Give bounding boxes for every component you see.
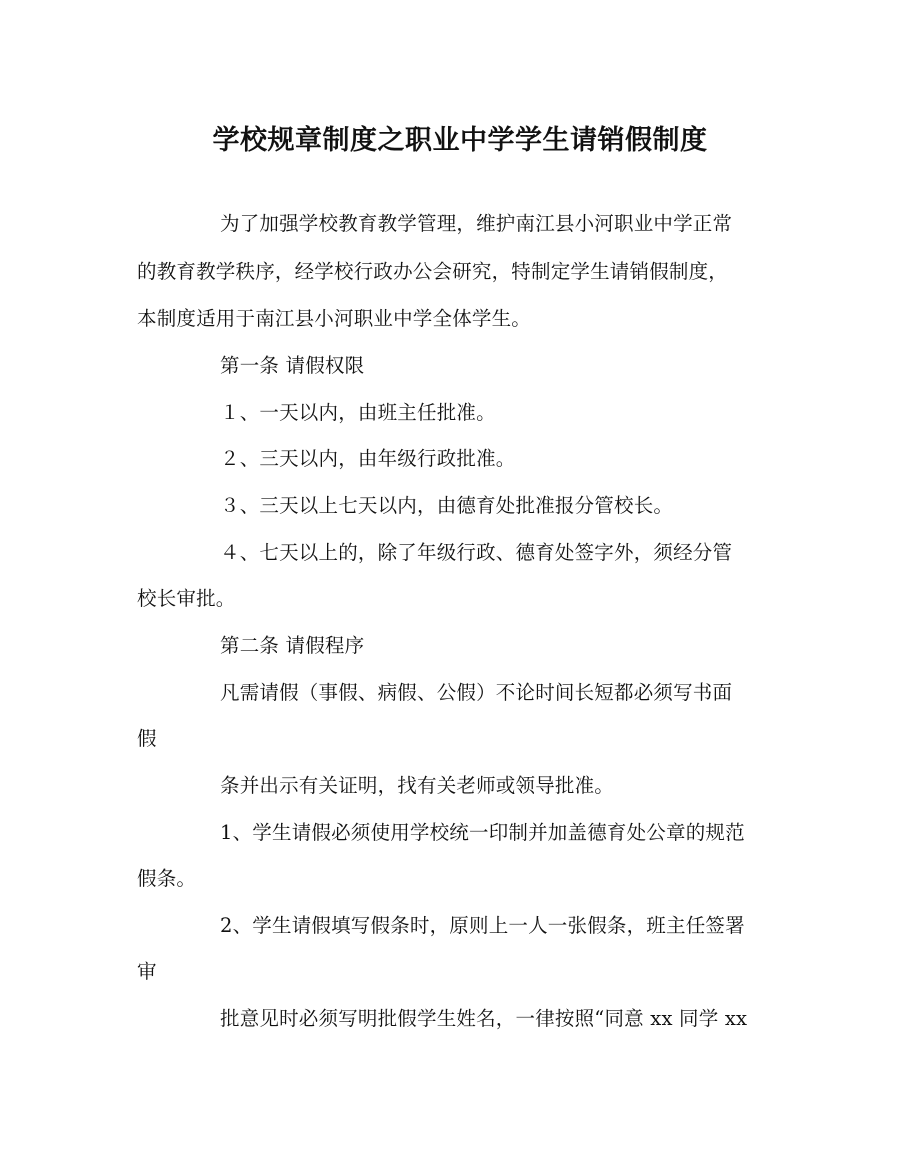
document-title: 学校规章制度之职业中学学生请销假制度 <box>212 125 708 156</box>
article2-para-1-line-2: 假 <box>137 727 157 750</box>
article2-item-2-line-1: 2、学生请假填写假条时，原则上一人一张假条，班主任签署 <box>220 914 745 937</box>
intro-line-2: 的教育教学秩序，经学校行政办公会研究，特制定学生请销假制度， <box>137 260 729 283</box>
article1-item-4-line-2: 校长审批。 <box>137 587 236 610</box>
article2-item-1-line-2: 假条。 <box>137 867 197 890</box>
article2-heading: 第二条 请假程序 <box>220 634 365 657</box>
article2-para-1-line-1: 凡需请假（事假、病假、公假）不论时间长短都必须写书面 <box>220 681 733 704</box>
article1-item-3: ３、三天以上七天以内，由德育处批准报分管校长。 <box>220 494 674 517</box>
article1-item-4-line-1: ４、七天以上的，除了年级行政、德育处签字外，须经分管 <box>220 541 733 564</box>
article1-item-2: ２、三天以内，由年级行政批准。 <box>220 447 516 470</box>
article2-item-2-line-2: 审 <box>137 960 157 983</box>
intro-line-1: 为了加强学校教育教学管理，维护南江县小河职业中学正常 <box>220 212 733 235</box>
article1-heading: 第一条 请假权限 <box>220 354 365 377</box>
article2-item-2-line-3: 批意见时必须写明批假学生姓名，一律按照“同意 xx 同学 xx <box>220 1007 748 1030</box>
article2-para-2: 条并出示有关证明，找有关老师或领导批准。 <box>220 774 615 797</box>
intro-line-3: 本制度适用于南江县小河职业中学全体学生。 <box>137 307 532 330</box>
article2-item-1-line-1: 1、学生请假必须使用学校统一印制并加盖德育处公章的规范 <box>220 821 745 844</box>
article1-item-1: １、一天以内，由班主任批准。 <box>220 401 496 424</box>
